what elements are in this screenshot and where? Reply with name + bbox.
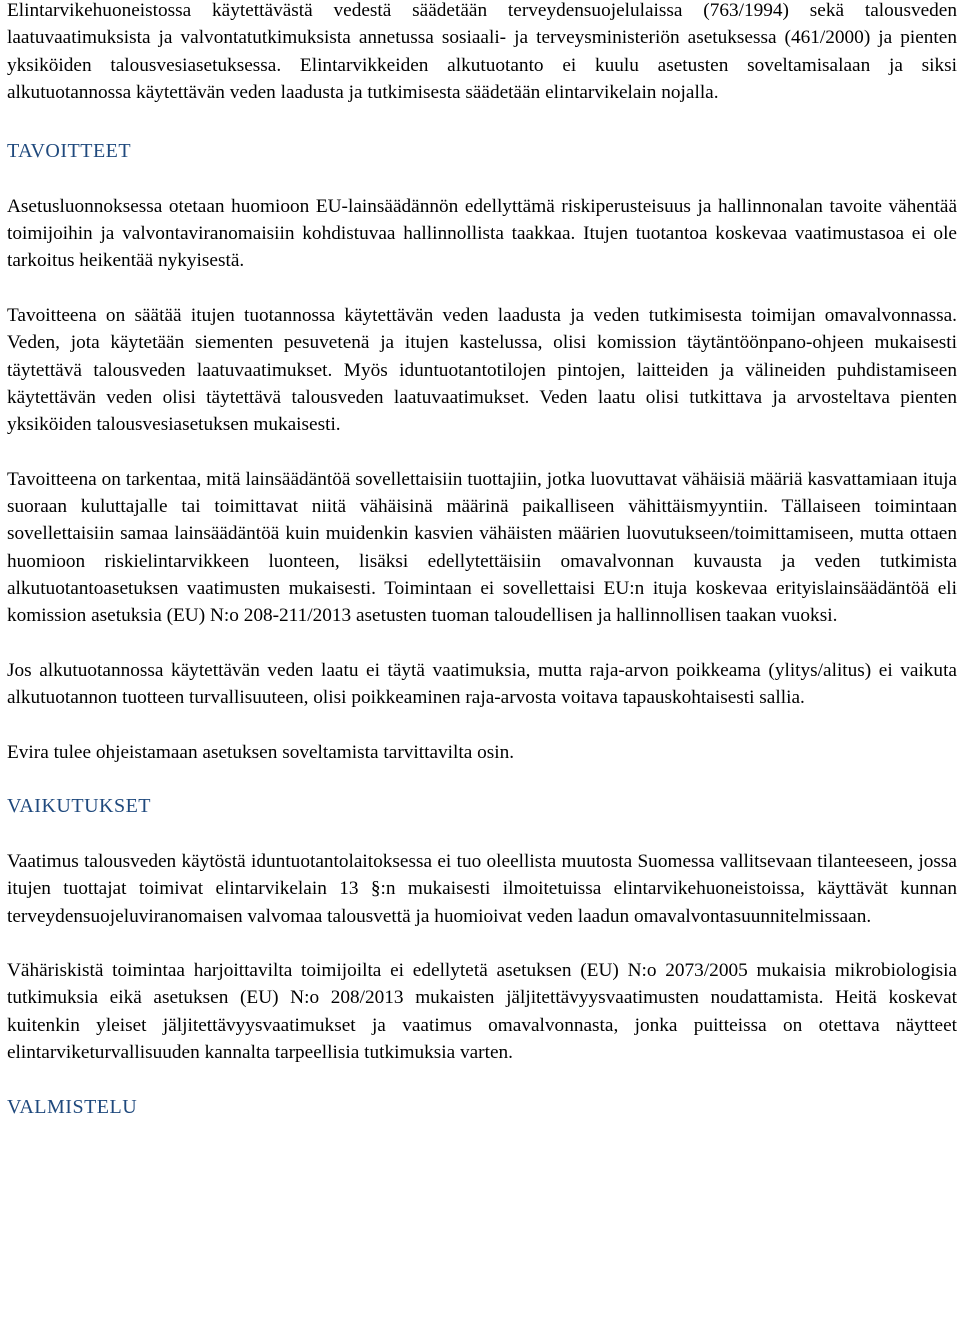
vaikutukset-paragraph-1: Vaatimus talousveden käytöstä iduntuotantolaitoksessa ei tuo oleellista muutosta Suomessa vallitsevaan tilanteeseen, jossa itujen tuottajat toimivat elintarvikelain 13 §:n mukaisesti ilmoitetuissa elintarvikehuoneistoissa, käyttävät kunnan terveydensuojeluviranomaisen valvomaa talousvettä ja huomioivat veden laadun omavalvontasuunnitelmissaan.: [7, 850, 957, 927]
intro-paragraph: Elintarvikehuoneistossa käytettävästä vedestä säädetään terveydensuojelulaissa (763/1994) sekä talousveden laatuvaatimuksista ja valvontatutkimuksista annetussa sosiaali- ja terveysministeriön asetuksessa (461/2000) ja pienten yksiköiden talousvesiasetuksessa. Elintarvikkeiden alkutuotanto ei kuulu asetusten soveltamisalaan ja siksi alkutuotannossa käytettävän veden laadusta ja tutkimisesta säädetään elintarvikelain nojalla.: [7, 0, 957, 103]
tavoitteet-paragraph-4: Jos alkutuotannossa käytettävän veden laatu ei täytä vaatimuksia, mutta raja-arvon poikkeama (ylitys/alitus) ei vaikuta alkutuotannon tuotteen turvallisuuteen, olisi poikkeaminen raja-arvosta voitava tapauskohtaisesti sallia.: [7, 659, 957, 709]
heading-valmistelu: VALMISTELU: [7, 1095, 138, 1118]
heading-vaikutukset: VAIKUTUKSET: [7, 795, 152, 818]
tavoitteet-paragraph-3: Tavoitteena on tarkentaa, mitä lainsäädäntöä sovellettaisiin tuottajiin, jotka luovuttavat vähäisiä määriä kasvattamiaan ituja suoraan kuluttajalle tai toimittavat niitä vähäisinä määrinä paikalliseen vähittäismyyntiin. Tällaiseen toimintaan sovellettaisiin samaa lainsäädäntöä kuin muidenkin kasvien vähäisten määrien luovutukseen/toimittamiseen, mutta ottaen huomioon riskielintarvikkeen luonteen, lisäksi edellytettäisiin omavalvonnan kuvausta ja veden tutkimista alkutuotantoasetuksen vaatimusten mukaisesti. Toimintaan ei sovellettaisi EU:n ituja koskevaa erityislainsäädäntöä eli komission asetuksia (EU) N:o 208-211/2013 asetusten tuoman taloudellisen ja hallinnollisen taakan vuoksi.: [7, 468, 957, 627]
document-page: [7, 0, 957, 1148]
heading-tavoitteet: TAVOITTEET: [7, 140, 132, 163]
tavoitteet-paragraph-2: Tavoitteena on säätää itujen tuotannossa käytettävän veden laadusta ja veden tutkimisesta toimijan omavalvonnassa. Veden, jota käytetään siementen pesuvetenä ja itujen kastelussa, olisi komission täytäntöönpano-ohjeen mukaisesti täytettävä talousveden laatuvaatimukset. Myös iduntuotantotilojen pintojen, laitteiden ja välineiden puhdistamiseen käytettävän veden olisi täytettävä talousveden laatuvaatimukset. Veden laatu olisi tutkittava ja arvosteltava pienten yksiköiden talousvesiasetuksen mukaisesti.: [7, 304, 957, 436]
vaikutukset-paragraph-2: Vähäriskistä toimintaa harjoittavilta toimijoilta ei edellytetä asetuksen (EU) N:o 2073/2005 mukaisia mikrobiologisia tutkimuksia eikä asetuksen (EU) N:o 208/2013 mukaisten jäljitettävyysvaatimusten noudattamista. Heitä koskevat kuitenkin yleiset jäljitettävyysvaatimukset ja vaatimus omavalvonnasta, jonka puitteissa on otettava näytteet elintarviketurvallisuuden kannalta tarpeellisia tutkimuksia varten.: [7, 960, 957, 1063]
tavoitteet-paragraph-5: Evira tulee ohjeistamaan asetuksen soveltamista tarvittavilta osin.: [7, 741, 515, 763]
tavoitteet-paragraph-1: Asetusluonnoksessa otetaan huomioon EU-lainsäädännön edellyttämä riskiperusteisuus ja hallinnonalan tavoite vähentää toimijoihin ja valvontaviranomaisiin kohdistuvaa hallinnollista taakkaa. Itujen tuotantoa koskevaa vaatimustasoa ei ole tarkoitus heikentää nykyisestä.: [7, 195, 957, 272]
